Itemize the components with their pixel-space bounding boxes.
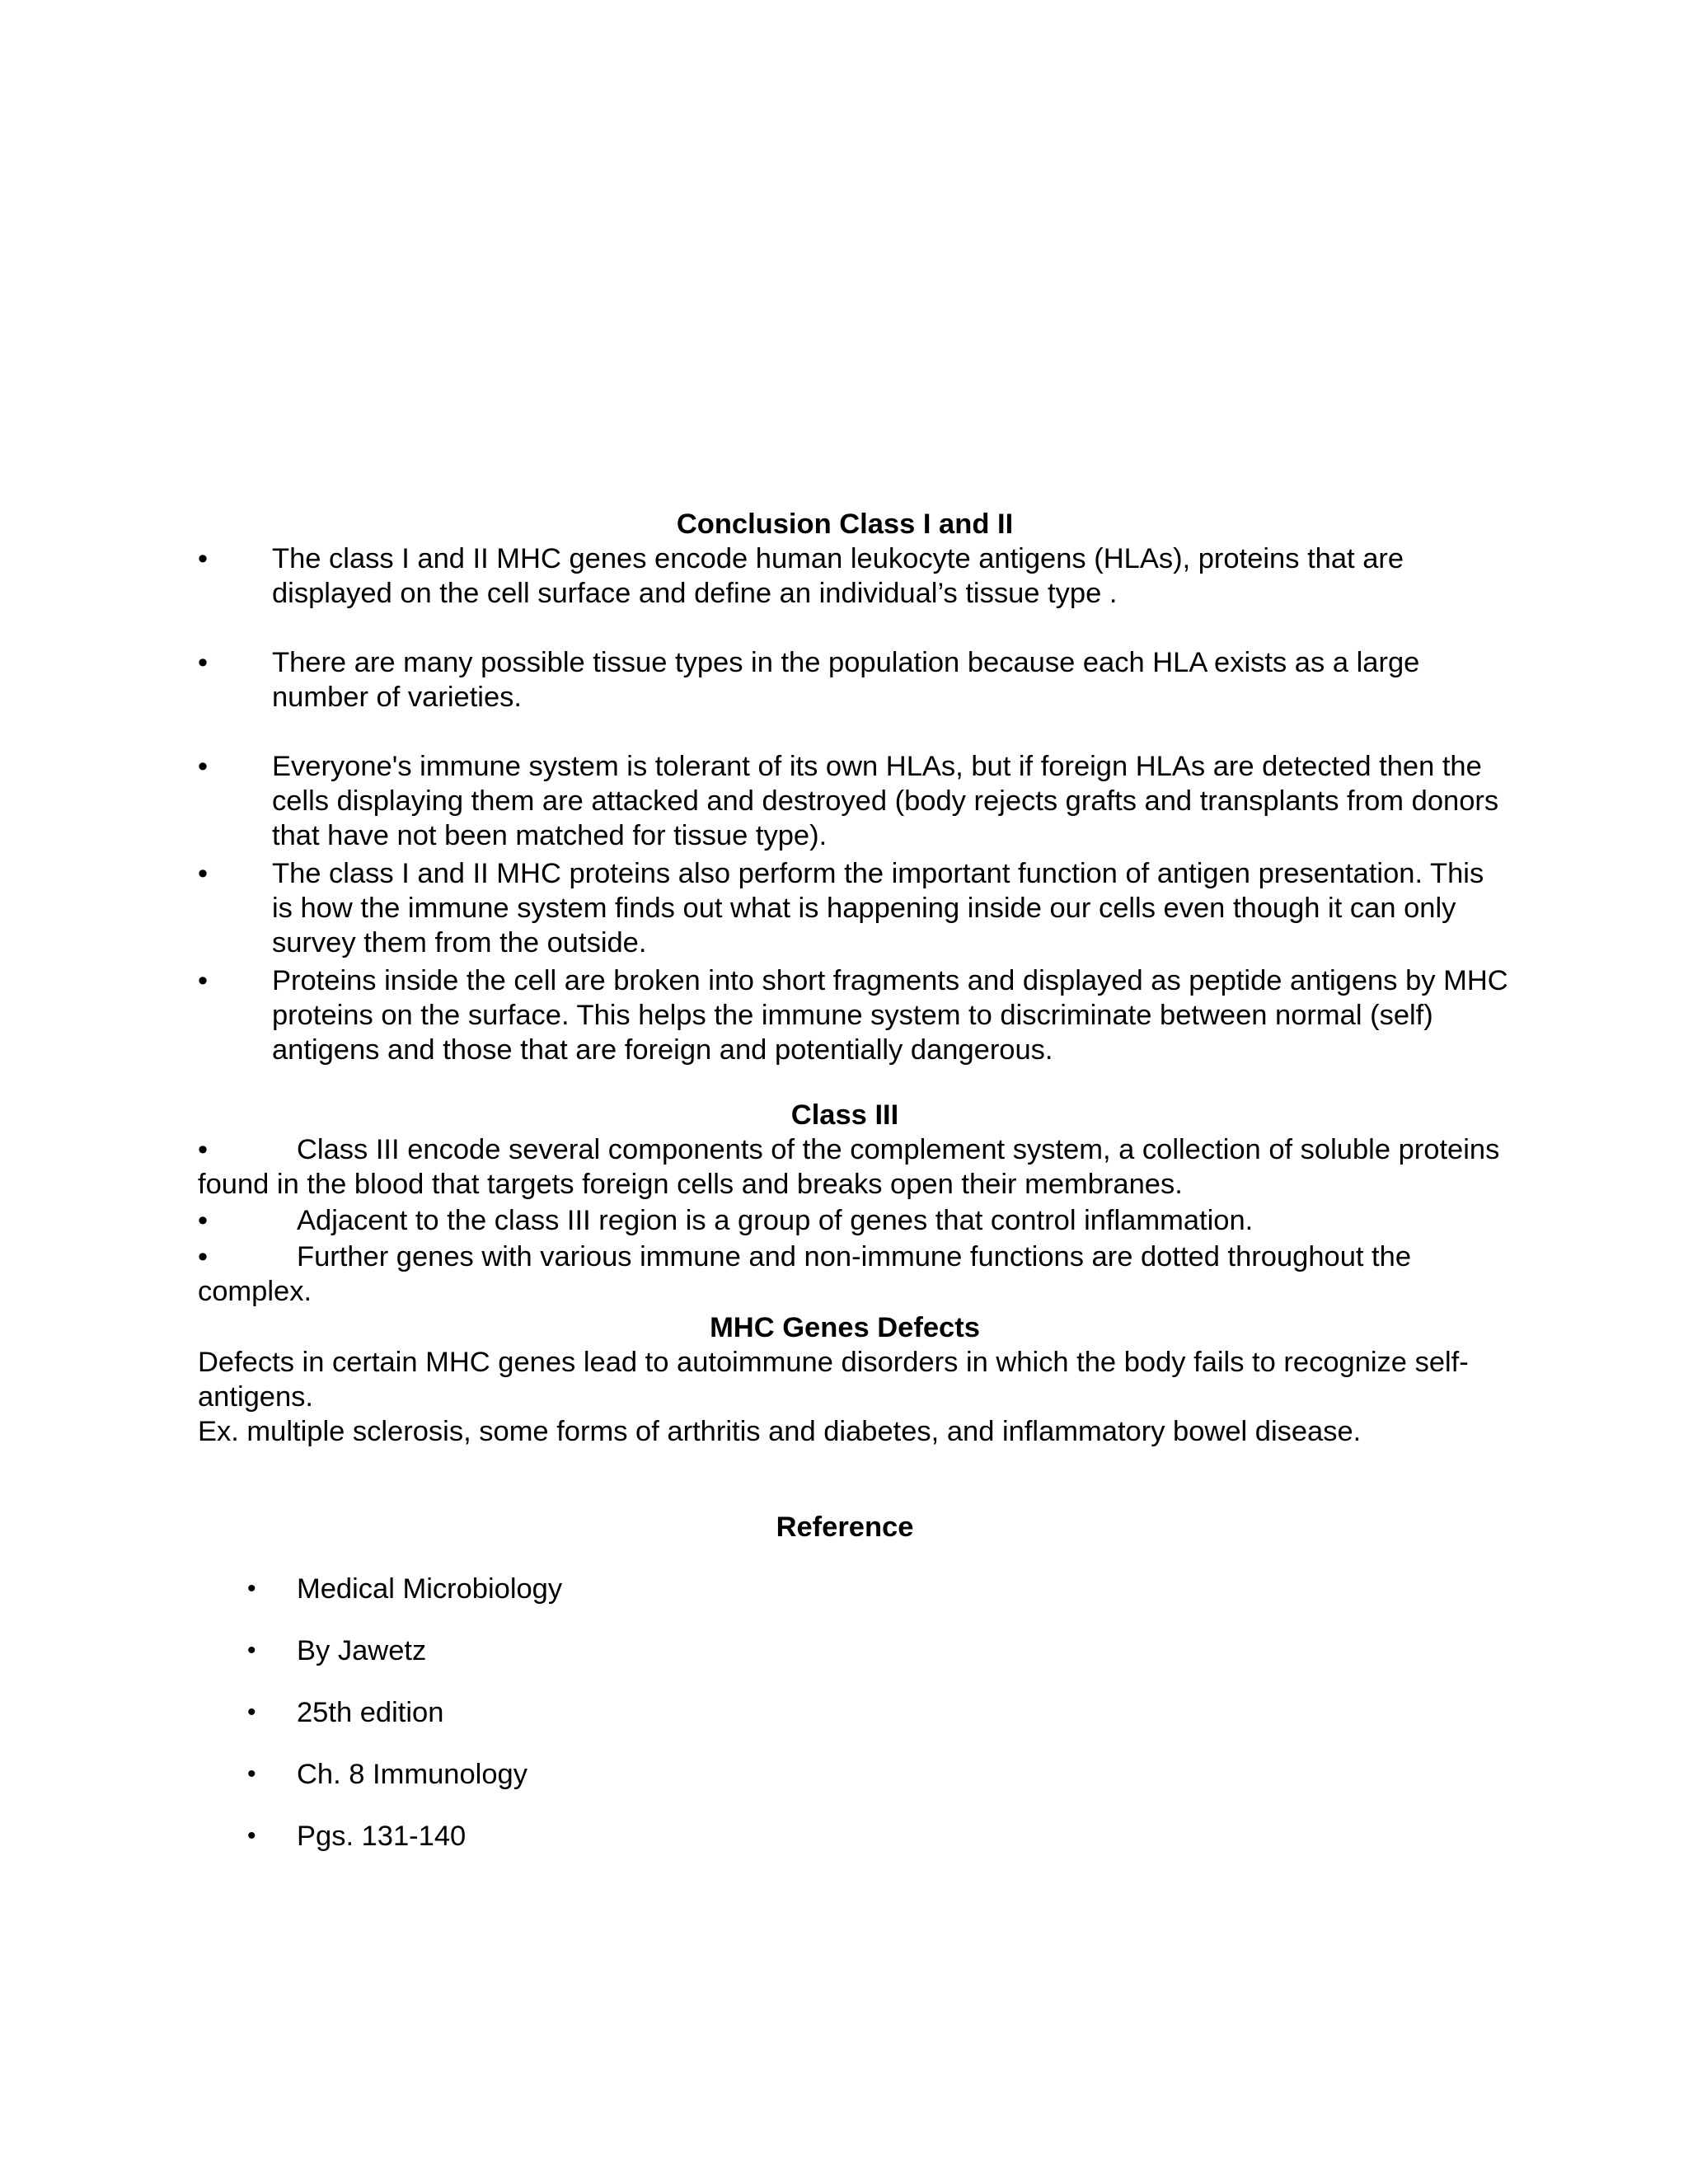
conclusion-bullet-5: Proteins inside the cell are broken into short fragments and displayed as peptide antigens by MHC proteins on the surface. This helps the immune system to discriminate between normal (self) antigens and those that are foreign and potentially dangerous. bbox=[272, 965, 1508, 1066]
bullet-marker: • bbox=[247, 1575, 256, 1602]
section-title-conclusion: Conclusion Class I and II bbox=[676, 509, 1014, 540]
reference-item-5: Pgs. 131-140 bbox=[297, 1821, 467, 1852]
bullet-marker: • bbox=[198, 1134, 209, 1165]
mhc-defects-paragraph-1: Defects in certain MHC genes lead to autoimmune disorders in which the body fails to recognize self-antigens. bbox=[198, 1347, 1469, 1413]
conclusion-bullet-2: There are many possible tissue types in the population because each HLA exists as a large number of varieties. bbox=[272, 647, 1420, 713]
bullet-marker: • bbox=[198, 965, 209, 996]
section-title-class-iii: Class III bbox=[790, 1099, 899, 1131]
bullet-marker: • bbox=[198, 751, 209, 782]
class-iii-bullet-3-text: Further genes with various immune and non-immune functions are dotted throughout the complex. bbox=[198, 1241, 1412, 1307]
class-iii-bullet-1-text: Class III encode several components of the complement system, a collection of soluble proteins found in the blood that targets foreign cells and breaks open their membranes. bbox=[198, 1134, 1500, 1200]
conclusion-bullet-3: Everyone's immune system is tolerant of its own HLAs, but if foreign HLAs are detected then the cells displaying them are attacked and destroyed (body rejects grafts and transplants from donors that have not been matched for tissue type). bbox=[272, 751, 1499, 851]
bullet-marker: • bbox=[247, 1760, 256, 1788]
bullet-marker: • bbox=[247, 1699, 256, 1726]
bullet-marker: • bbox=[198, 1241, 209, 1272]
section-title-mhc-defects: MHC Genes Defects bbox=[710, 1312, 980, 1343]
section-title-reference: Reference bbox=[776, 1511, 914, 1543]
class-iii-bullet-2 bbox=[198, 1203, 1517, 1238]
conclusion-bullet-4: The class I and II MHC proteins also perform the important function of antigen presentation. This is how the immune system finds out what is happening inside our cells even though it can only survey them from the outside. bbox=[272, 858, 1484, 958]
reference-item-2: By Jawetz bbox=[297, 1635, 427, 1666]
reference-item-1: Medical Microbiology bbox=[297, 1573, 563, 1605]
class-iii-bullet-2-text: Adjacent to the class III region is a group of genes that control inflammation. bbox=[297, 1205, 1254, 1236]
bullet-marker: • bbox=[247, 1637, 256, 1664]
bullet-marker: • bbox=[198, 858, 209, 889]
bullet-marker: • bbox=[247, 1822, 256, 1849]
mhc-defects-paragraph-2: Ex. multiple sclerosis, some forms of arthritis and diabetes, and inflammatory bowel disease. bbox=[198, 1416, 1362, 1447]
conclusion-bullet-1: The class I and II MHC genes encode human leukocyte antigens (HLAs), proteins that are displayed on the cell surface and define an individual’s tissue type . bbox=[272, 543, 1404, 609]
class-iii-bullet-1 bbox=[198, 1132, 1517, 1202]
bullet-marker: • bbox=[198, 1205, 209, 1236]
class-iii-bullet-3 bbox=[198, 1240, 1517, 1309]
bullet-marker: • bbox=[198, 647, 209, 678]
reference-item-3: 25th edition bbox=[297, 1697, 444, 1728]
reference-item-4: Ch. 8 Immunology bbox=[297, 1759, 528, 1790]
bullet-marker: • bbox=[198, 543, 209, 574]
